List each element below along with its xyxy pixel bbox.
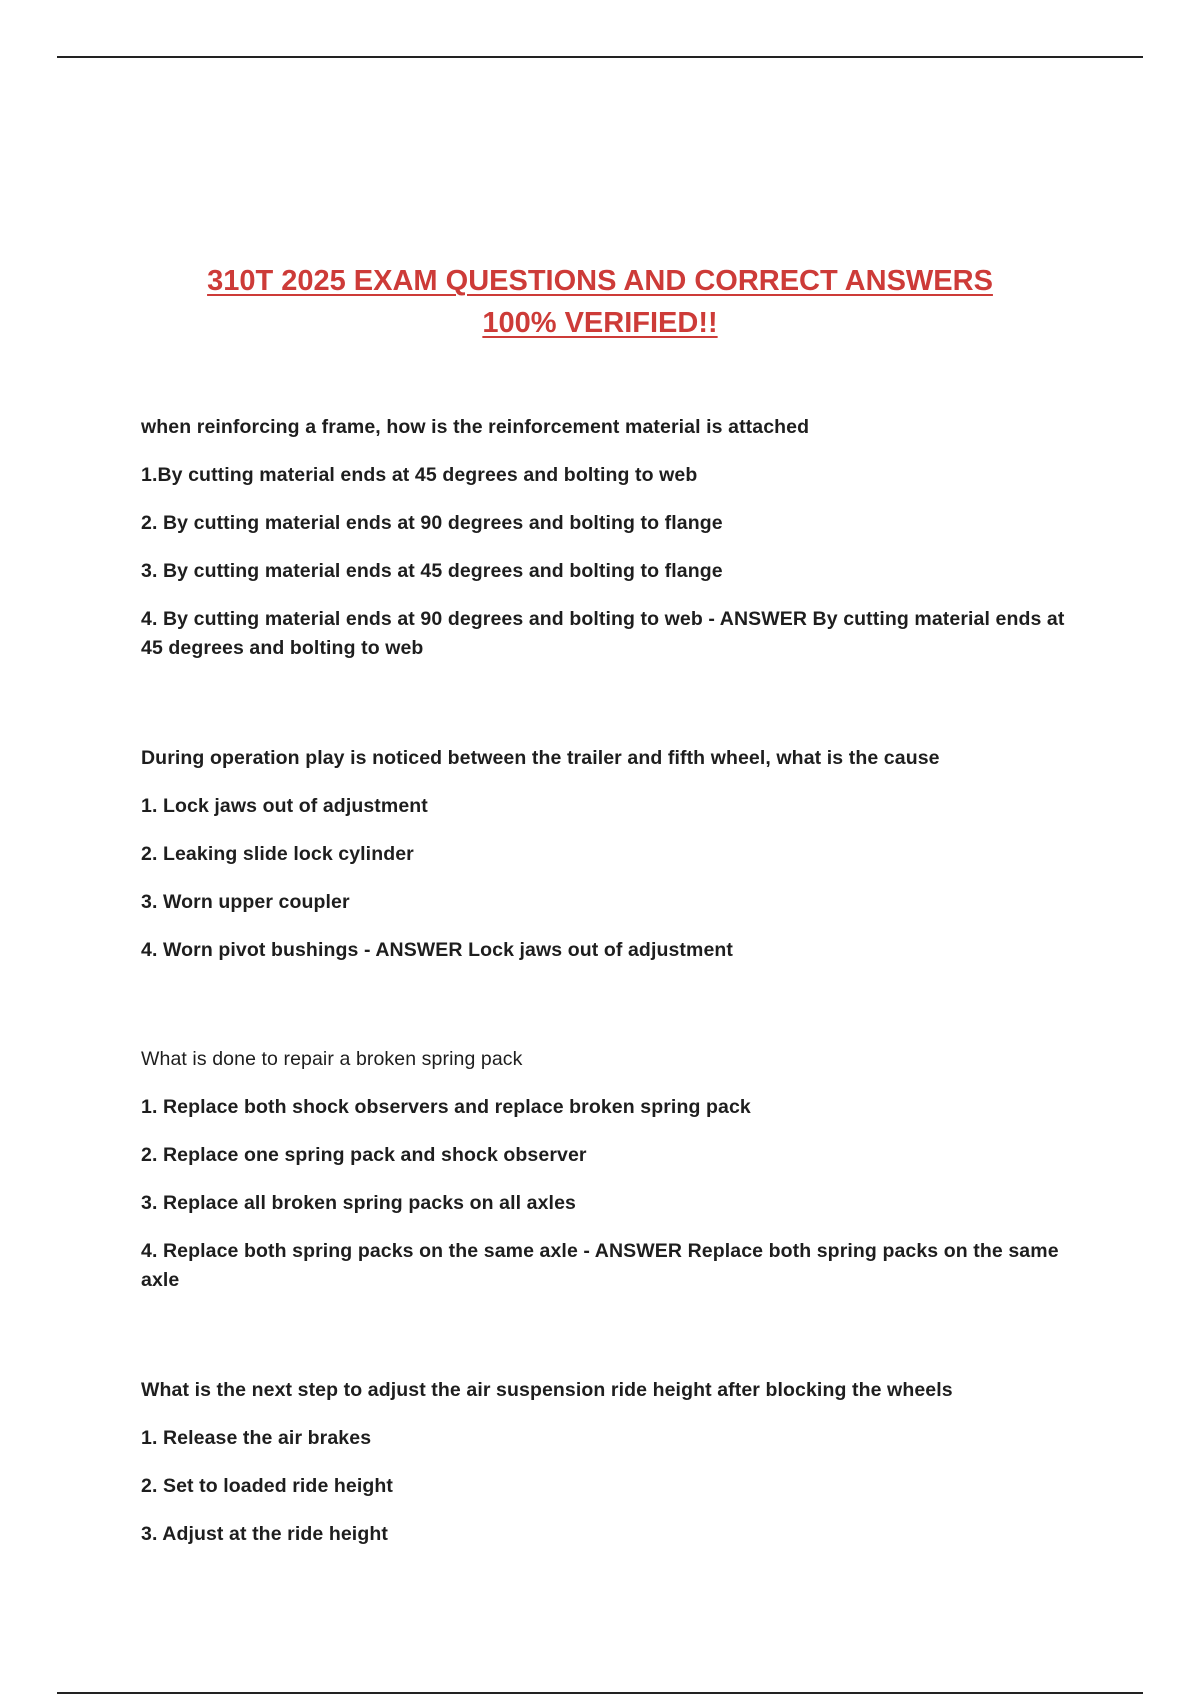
answer-option: 2. Replace one spring pack and shock observer [141, 1144, 587, 1166]
answer-option: 4. Replace both spring packs on the same axle - ANSWER Replace both spring packs on the same axle [141, 1240, 1059, 1291]
question-3 [141, 1045, 1071, 1295]
answer-option: 2. Set to loaded ride height [141, 1475, 393, 1497]
answer-option: 4. By cutting material ends at 90 degrees and bolting to web - ANSWER By cutting material ends at 45 degrees and bolting to web [141, 608, 1065, 659]
document-title [0, 260, 1200, 344]
answer-option: 1. Lock jaws out of adjustment [141, 795, 428, 817]
bottom-divider [57, 1692, 1143, 1694]
answer-option: 3. Replace all broken spring packs on all axles [141, 1192, 576, 1214]
answer-option: 2. Leaking slide lock cylinder [141, 843, 414, 865]
question-4 [141, 1376, 1071, 1548]
top-divider [57, 56, 1143, 58]
question-text: During operation play is noticed between the trailer and fifth wheel, what is the cause [141, 747, 940, 769]
question-1 [141, 413, 1071, 663]
answer-option: 3. Adjust at the ride height [141, 1523, 388, 1545]
answer-option: 1. Replace both shock observers and replace broken spring pack [141, 1096, 751, 1118]
question-text: What is the next step to adjust the air suspension ride height after blocking the wheels [141, 1379, 953, 1401]
answer-option: 1.By cutting material ends at 45 degrees and bolting to web [141, 464, 698, 486]
title-line-2: 100% VERIFIED!! [482, 307, 718, 339]
questions-list [141, 413, 1071, 1629]
question-text: when reinforcing a frame, how is the reinforcement material is attached [141, 416, 810, 438]
answer-option: 2. By cutting material ends at 90 degrees and bolting to flange [141, 512, 723, 534]
title-line-1: 310T 2025 EXAM QUESTIONS AND CORRECT ANSWERS [207, 265, 993, 297]
answer-option: 3. Worn upper coupler [141, 891, 350, 913]
question-text: What is done to repair a broken spring pack [141, 1048, 523, 1070]
answer-option: 1. Release the air brakes [141, 1427, 372, 1449]
answer-option: 3. By cutting material ends at 45 degrees and bolting to flange [141, 560, 723, 582]
answer-option: 4. Worn pivot bushings - ANSWER Lock jaws out of adjustment [141, 939, 734, 961]
question-2 [141, 744, 1071, 964]
